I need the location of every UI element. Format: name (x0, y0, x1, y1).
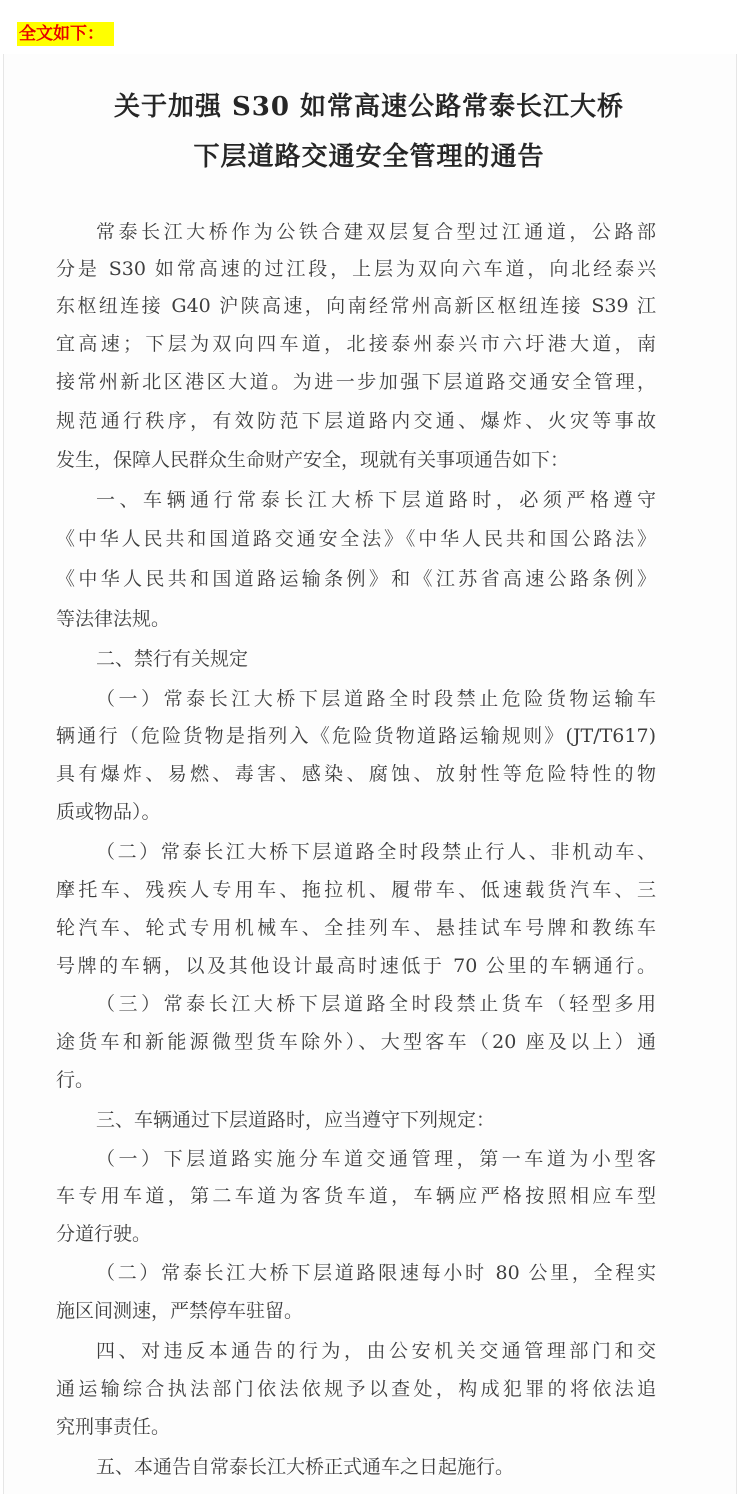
document-title-line-1: 关于加强 S30 如常高速公路常泰长江大桥 (113, 92, 625, 122)
body-line: 常泰长江大桥作为公铁合建双层复合型过江通道，公路部 (96, 221, 656, 243)
body-line: 《中华人民共和国道路运输条例》和《江苏省高速公路条例》 (56, 568, 656, 590)
section-4-heading: 四、对违反本通告的行为，由公安机关交通管理部门和交 (96, 1340, 656, 1362)
body-line: 分道行驶。 (56, 1223, 152, 1245)
body-line: 号牌的车辆，以及其他设计最高时速低于 70 公里的车辆通行。 (56, 955, 656, 977)
body-line: 宜高速；下层为双向四车道，北接泰州泰兴市六圩港大道，南 (56, 333, 656, 355)
section-3-heading: 三、车辆通过下层道路时，应当遵守下列规定： (96, 1109, 496, 1131)
body-line: 辆通行（危险货物是指列入《危险货物道路运输规则》(JT/T617) (56, 725, 656, 747)
body-line: 质或物品）。 (56, 801, 161, 823)
body-line: 摩托车、残疾人专用车、拖拉机、履带车、低速载货汽车、三 (56, 879, 656, 901)
body-line: 途货车和新能源微型货车除外）、大型客车（20 座及以上）通 (56, 1031, 656, 1053)
section-5-heading: 五、本通告自常泰长江大桥正式通车之日起施行。 (96, 1456, 515, 1478)
body-line: 《中华人民共和国道路交通安全法》《中华人民共和国公路法》 (56, 528, 656, 550)
body-line: 行。 (56, 1069, 95, 1091)
body-line: 东枢纽连接 G40 沪陕高速，向南经常州高新区枢纽连接 S39 江 (56, 295, 656, 317)
body-line: 究刑事责任。 (56, 1416, 171, 1438)
body-line: （一）下层道路实施分车道交通管理，第一车道为小型客 (96, 1148, 656, 1170)
section-2-heading: 二、禁行有关规定 (96, 648, 249, 670)
body-line: 发生，保障人民群众生命财产安全，现就有关事项通告如下： (56, 449, 570, 471)
body-line: 具有爆炸、易燃、毒害、感染、腐蚀、放射性等危险特性的物 (56, 763, 656, 785)
body-line: 接常州新北区港区大道。为进一步加强下层道路交通安全管理， (56, 371, 656, 393)
body-line: 车专用车道，第二车道为客货车道，车辆应严格按照相应车型 (56, 1185, 656, 1207)
section-1-heading: 一、车辆通行常泰长江大桥下层道路时，必须严格遵守 (96, 489, 656, 511)
body-line: （一）常泰长江大桥下层道路全时段禁止危险货物运输车 (96, 688, 656, 710)
body-line: 施区间测速，严禁停车驻留。 (56, 1300, 304, 1322)
body-line: （三）常泰长江大桥下层道路全时段禁止货车（轻型多用 (96, 993, 656, 1015)
body-line: 规范通行秩序，有效防范下层道路内交通、爆炸、火灾等事故 (56, 410, 656, 432)
body-line: 分是 S30 如常高速的过江段，上层为双向六车道，向北经泰兴 (56, 258, 656, 280)
full-text-label: 全文如下： (17, 22, 114, 46)
body-line: 等法律法规。 (56, 608, 171, 630)
body-line: 通运输综合执法部门依法依规予以查处，构成犯罪的将依法追 (56, 1378, 656, 1400)
body-line: （二）常泰长江大桥下层道路全时段禁止行人、非机动车、 (96, 841, 656, 863)
body-line: （二）常泰长江大桥下层道路限速每小时 80 公里，全程实 (96, 1262, 656, 1284)
body-line: 轮汽车、轮式专用机械车、全挂列车、悬挂试车号牌和教练车 (56, 917, 656, 939)
document-title-line-2: 下层道路交通安全管理的通告 (193, 142, 545, 172)
